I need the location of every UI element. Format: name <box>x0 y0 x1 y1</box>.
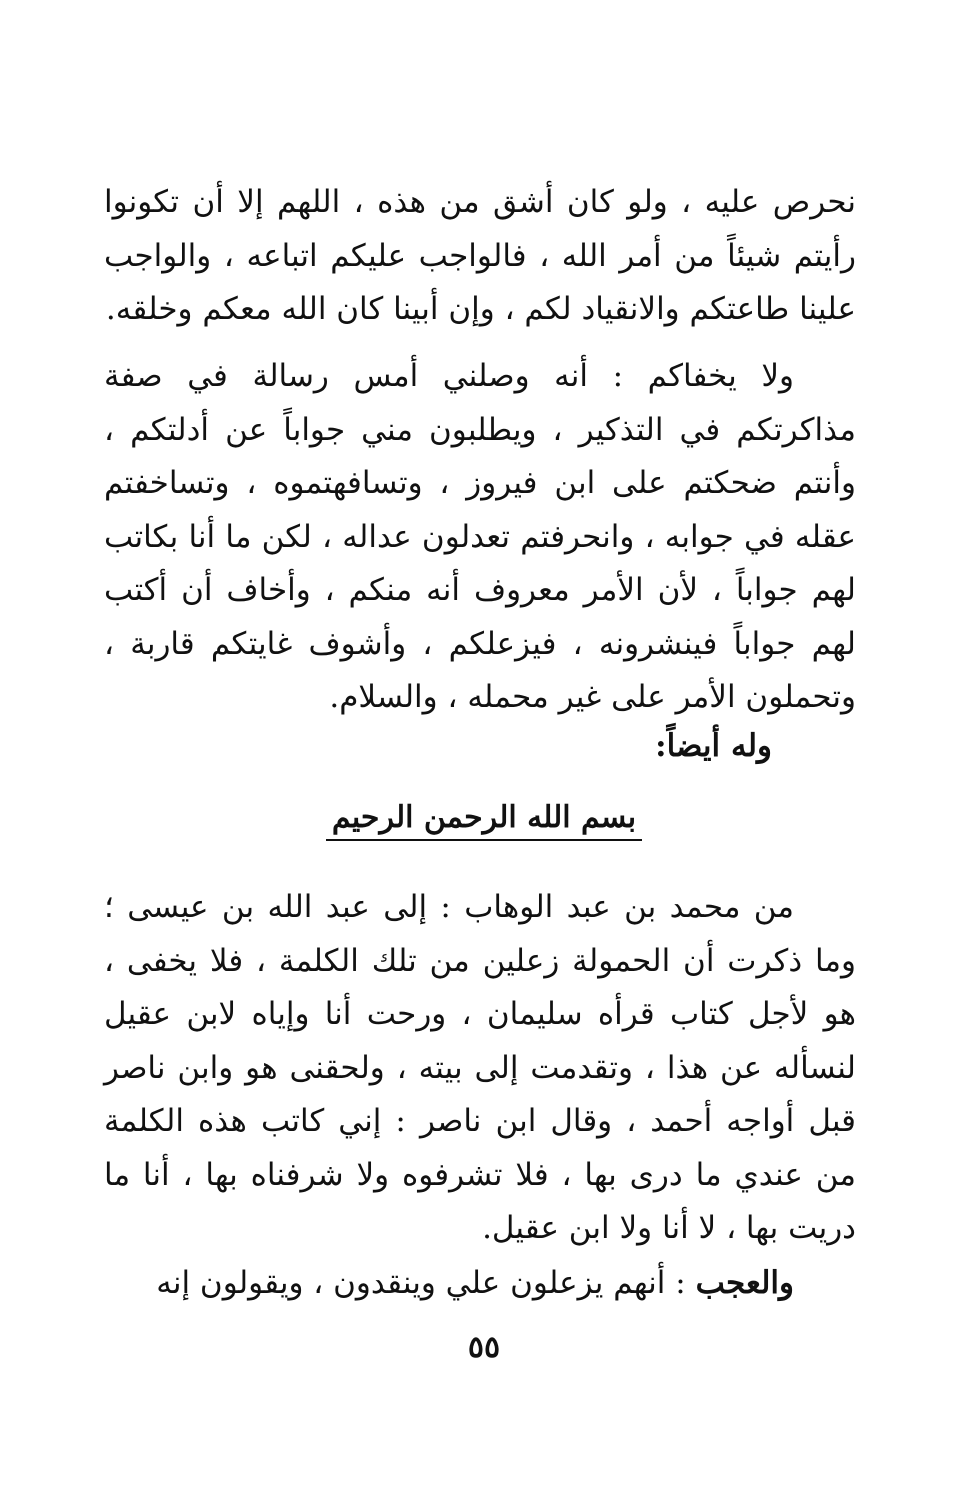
paragraph-4-text <box>104 1257 856 1311</box>
page-number: ٥٥ <box>467 1330 501 1365</box>
paragraph-3 <box>104 881 856 1256</box>
basmala-calligraphy <box>0 800 968 841</box>
paragraph-4 <box>104 1257 856 1311</box>
paragraph-3-text: من محمد بن عبد الوهاب : إلى عبد الله بن عيسى ؛ وما ذكرت أن الحمولة زعلين من تلك الكلمة ، فلا يخفى ، هو لأجل كتاب قرأه سليمان ، ورحت أنا وإياه لابن عقيل لنسأله عن هذا ، وتقدمت إلى بيته ، ولحقنى هو وابن ناصر قبل أواجه أحمد ، وقال ابن ناصر : إني كاتب هذه الكلمة من عندي ما درى بها ، فلا تشرفوه ولا شرفناه بها ، أنا ما دريت بها ، لا أنا ولا ابن عقيل. <box>104 889 856 1246</box>
paragraph-2 <box>104 350 856 725</box>
paragraph-1-text: نحرص عليه ، ولو كان أشق من هذه ، اللهم إلا أن تكونوا رأيتم شيئاً من أمر الله ، فالواجب عليكم اتباعه ، والواجب علينا طاعتكم والانقياد لكم ، وإن أبينا كان الله معكم وخلقه. <box>104 184 856 327</box>
paragraph-2-text: ولا يخفاكم : أنه وصلني أمس رسالة في صفة مذاكرتكم في التذكير ، ويطلبون مني جواباً عن أدلتكم ، وأنتم ضحكتم على ابن فيروز ، وتسافهتموه ، وتساخفتم عقله في جوابه ، وانحرفتم تعدلون عداله ، لكن ما أنا بكاتب لهم جواباً ، لأن الأمر معروف أنه منكم ، وأخاف أن أكتب لهم جواباً فينشرونه ، فيزعلكم ، وأشوف غايتكم قاربة ، وتحملون الأمر على غير محمله ، والسلام. <box>104 358 856 715</box>
paragraph-4-rest: : أنهم يزعلون علي وينقدون ، ويقولون إنه <box>156 1265 696 1301</box>
section-heading: وله أيضاً: <box>655 728 772 764</box>
paragraph-1 <box>104 176 856 337</box>
basmala-text: بسم الله الرحمن الرحيم <box>326 800 642 841</box>
paragraph-4-lead: والعجب <box>695 1265 794 1301</box>
